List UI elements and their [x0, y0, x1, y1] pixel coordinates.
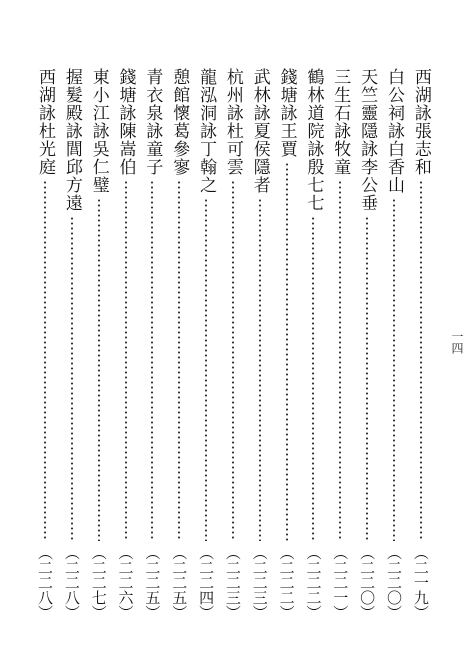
entry-page-number: （二二七）: [89, 545, 108, 620]
dot-leader: [151, 180, 153, 541]
toc-entry-10: [168, 68, 190, 620]
entry-title: 鶴林道院詠殷七七: [303, 68, 324, 212]
dot-leader: [286, 162, 288, 541]
entry-page-number: （二二八）: [36, 545, 54, 620]
dot-leader: [125, 180, 127, 541]
toc-entry-14: [61, 68, 83, 620]
dot-leader: [44, 180, 46, 541]
entry-page-number: （二二五）: [170, 545, 189, 620]
folio-page-number: 一四: [450, 330, 464, 354]
entry-page-number: （二二〇）: [384, 545, 403, 620]
entry-page-number: （二二三）: [223, 545, 242, 620]
entry-title: 青衣泉詠童子: [142, 68, 163, 176]
entry-page-number: （二二五）: [143, 545, 162, 620]
dot-leader: [232, 180, 234, 541]
toc-entry-15: [34, 68, 56, 620]
entry-title: 錢塘詠王賈: [276, 68, 297, 158]
entry-page-number: （二二四）: [197, 545, 216, 620]
dot-leader: [259, 198, 261, 541]
entry-title: 握髮殿詠閭邱方遠: [61, 68, 82, 212]
entry-title: 武林詠夏侯隱者: [249, 68, 270, 194]
dot-leader: [205, 198, 207, 541]
entry-page-number: （二二一）: [331, 545, 350, 620]
dot-leader: [312, 216, 314, 541]
entry-title: 杭州詠杜可雲: [222, 68, 243, 176]
toc-entry-7: [249, 68, 271, 620]
entry-title: 錢塘詠陳嵩伯: [115, 68, 136, 176]
dot-leader: [339, 180, 341, 541]
entry-title: 龍泓洞詠丁翰之: [196, 68, 217, 194]
toc-entry-4: [329, 68, 351, 620]
entry-page-number: （二一九）: [411, 545, 430, 620]
entry-page-number: （二二〇）: [358, 545, 377, 620]
dot-leader: [420, 180, 422, 541]
toc-entry-3: [356, 68, 378, 620]
entry-title: 三生石詠牧童: [330, 68, 351, 176]
toc-entry-9: [195, 68, 217, 620]
dot-leader: [178, 180, 180, 541]
dot-leader: [366, 216, 368, 541]
entry-title: 西湖詠杜光庭: [35, 68, 55, 176]
dot-leader: [393, 198, 395, 541]
dot-leader: [71, 216, 73, 541]
toc-entry-1: [410, 68, 432, 620]
entry-title: 東小江詠吳仁璧: [88, 68, 109, 194]
toc-entry-13: [88, 68, 110, 620]
entry-page-number: （二二三）: [250, 545, 269, 620]
entry-page-number: （二二八）: [62, 545, 81, 620]
entry-page-number: （二二二）: [304, 545, 323, 620]
toc-entry-6: [276, 68, 298, 620]
entry-page-number: （二二二）: [277, 545, 296, 620]
entry-title: 白公祠詠白香山: [383, 68, 404, 194]
entry-title: 西湖詠張志和: [410, 68, 431, 176]
table-of-contents: [34, 68, 432, 620]
toc-entry-11: [141, 68, 163, 620]
dot-leader: [98, 198, 100, 541]
toc-entry-2: [383, 68, 405, 620]
toc-entry-5: [302, 68, 324, 620]
toc-entry-12: [115, 68, 137, 620]
toc-entry-8: [222, 68, 244, 620]
entry-title: 憩館懷葛參寥: [169, 68, 190, 176]
entry-page-number: （二二六）: [116, 545, 135, 620]
entry-title: 天竺靈隱詠李公垂: [357, 68, 378, 212]
